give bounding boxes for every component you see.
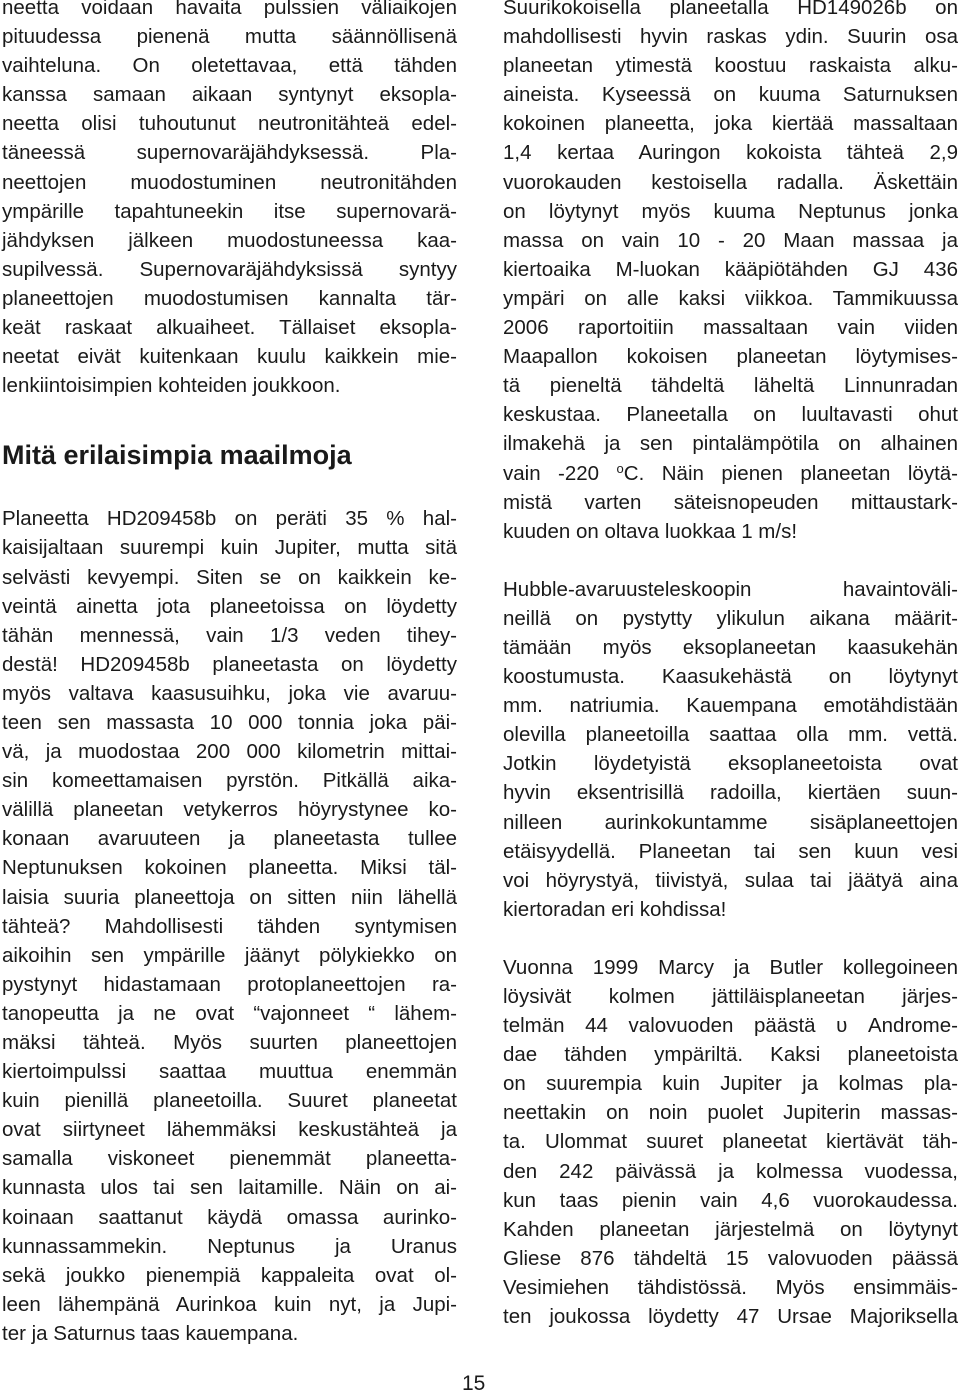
text-line: kaisijaltaan suurempi kuin Jupiter, mutta sitä [2, 536, 457, 560]
text-line: tähän mennessä, vain 1/3 veden tihey- [2, 623, 457, 647]
text-line: samalla viskoneet pienemmät planeetta- [2, 1147, 457, 1171]
paragraph [2, 504, 457, 1348]
text-line: massa on vain 10 - 20 Maan massaa ja [503, 228, 958, 252]
text-line: 2006 raportoitiin massaltaan vain viiden [503, 316, 958, 340]
text-line: Planeetta HD209458b on peräti 35 % hal- [2, 507, 457, 531]
text-line: myös valtava kaasusuihku, joka vie avaruu- [2, 681, 457, 705]
text-line: tanopeutta ja ne ovat “vajonneet “ lähem- [2, 1001, 457, 1025]
text-line: veintä ainetta jota planeetoissa on löydetty [2, 594, 457, 618]
text-line: löysivät kolmen jättiläisplaneetan järjes- [503, 985, 958, 1008]
text-line: kuin pienillä planeetoilla. Suuret planeetat [2, 1089, 457, 1113]
text-line: kiertoimpulssi saattaa muuttua enemmän [2, 1060, 457, 1084]
text-line: on suurempia kuin Jupiter ja kolmas pla- [503, 1072, 958, 1096]
text-line: Suurikokoisella planeetalla HD149026b on [503, 0, 958, 19]
left-column [2, 0, 457, 1348]
text-line: dae tähden ympäriltä. Kaksi planeetoista [503, 1043, 958, 1067]
text-line: neetta voidaan havaita pulssien väliaikojen [2, 0, 457, 19]
text-line: kiertoaika M-luokan kääpiötähden GJ 436 [503, 257, 958, 281]
section-heading: Mitä erilaisimpia maailmoja [2, 440, 352, 471]
text-line: Neptunuksen kokoinen planeetta. Miksi täl- [2, 856, 457, 880]
text-line: etäisyydellä. Planeetan tai sen kuun vesi [503, 839, 958, 863]
text-line: pystynyt hidastamaan protoplaneettojen ra- [2, 972, 457, 996]
text-line: on löytynyt myös kuuma Neptunus jonka [503, 199, 958, 223]
text-line: supilvessä. Supernovaräjähdyksissä syntyy [2, 257, 457, 281]
text-line: kun taas pienin vain 4,6 vuorokaudessa. [503, 1188, 958, 1212]
text-line: ter ja Saturnus taas kauempana. [2, 1321, 299, 1345]
text-line: neetta olisi tuhoutunut neutronitähteä edel- [2, 112, 457, 136]
text-line: Gliese 876 tähdeltä 15 valovuoden päässä [503, 1246, 958, 1270]
text-line: planeetan ytimestä koostuu raskaista alku- [503, 54, 958, 78]
text-line: Kahden planeetan järjestelmä on löytynyt [503, 1217, 958, 1241]
text-line: ympäri on alle kaksi viikkoa. Tammikuussa [503, 286, 958, 310]
text-line: olevilla planeetoilla saattaa olla mm. vettä. [503, 723, 958, 747]
text-line: vaihteluna. On oletettavaa, että tähden [2, 54, 457, 78]
text-line: konaan avaruuteen ja planeetasta tullee [2, 827, 457, 851]
text-line: mahdollisesti hyvin raskas ydin. Suurin osa [503, 25, 958, 49]
text-line: kiertoradan eri kohdissa! [503, 897, 727, 921]
text-line: vain -220 $^o$C. Näin pienen planeetan löytä- [503, 460, 958, 485]
text-line: kuuden on oltava luokkaa 1 m/s! [503, 519, 798, 543]
text-line: keät raskaat alkuaiheet. Tällaiset eksopla- [2, 316, 457, 340]
text-line: teen sen massasta 10 000 tonnia joka päi- [2, 710, 457, 734]
text-line: den 242 päivässä ja kolmessa vuodessa, [503, 1159, 958, 1183]
right-column [503, 0, 958, 1331]
paragraph [503, 953, 958, 1331]
page-number: 15 [462, 1372, 486, 1395]
text-line: aikoihin sen ympärille jäänyt pölykiekko on [2, 943, 457, 967]
paragraph-gap [503, 546, 958, 575]
text-line: kokoinen planeetta, joka kiertää massaltaan [503, 112, 958, 136]
text-line: Vesimiehen tähdistössä. Myös ensimmäis- [503, 1275, 958, 1299]
text-line: planeettojen muodostumisen kannalta tär- [2, 286, 457, 310]
text-line: vä, ja muodostaa 200 000 kilometrin mittai- [2, 740, 457, 764]
text-line: tähteä? Mahdollisesti tähden syntymisen [2, 914, 457, 938]
text-line: kunnasta ulos tai sen laitamille. Näin on ai- [2, 1176, 457, 1200]
text-line: ta. Ulommat suuret planeetat kiertävät täh- [503, 1130, 958, 1154]
text-line: sekä joukko pienempiä kappaleita ovat ol- [2, 1263, 457, 1287]
text-line: neettojen muodostuminen neutronitähden [2, 170, 457, 194]
text-line: lenkiintoisimpien kohteiden joukkoon. [2, 374, 341, 398]
text-line: neettakin on noin puolet Jupiterin massas- [503, 1101, 958, 1125]
paragraph [2, 0, 457, 400]
text-line: mm. natriumia. Kauempana emotähdistään [503, 694, 958, 718]
paragraph [503, 575, 958, 924]
text-line: täneessä supernovaräjähdyksessä. Pla- [2, 141, 457, 165]
text-line: 1,4 kertaa Auringon kokoista tähteä 2,9 [503, 141, 958, 165]
text-line: hyvin eksentrisillä radoilla, kiertäen suun- [503, 781, 958, 805]
text-line: kunnassammekin. Neptunus ja Uranus [2, 1234, 457, 1258]
text-line: telmän 44 valovuoden päästä υ Androme- [503, 1014, 958, 1038]
text-line: pituudessa pienenä mutta säännöllisenä [2, 25, 457, 49]
text-line: keskustaa. Planeetalla on luultavasti ohut [503, 403, 958, 427]
text-line: aineista. Kyseessä on kuuma Saturnuksen [503, 83, 958, 107]
degree-superscript: o [616, 460, 624, 476]
text-line: ilmakehä ja sen pintalämpötila on alhainen [503, 432, 958, 456]
text-line: jähdyksen jälkeen muodostuneessa kaa- [2, 228, 457, 252]
text-line: tä pieneltä tähdeltä läheltä Linnunradan [503, 374, 958, 398]
text-line: laisia suuria planeettoja on sitten niin lähellä [2, 885, 457, 909]
text-line: Hubble-avaruusteleskoopin havaintoväli- [503, 577, 958, 601]
text-line: Vuonna 1999 Marcy ja Butler kollegoineen [503, 955, 958, 979]
paragraph [503, 0, 958, 546]
text-line: mistä varten säteisnopeuden mittaustark- [503, 490, 958, 514]
text-line: Maapallon kokoisen planeetan löytymises- [503, 345, 958, 369]
text-line: ovat siirtyneet lähemmäksi keskustähteä ja [2, 1118, 457, 1142]
text-line: koinaan saattanut käydä omassa aurinko- [2, 1205, 457, 1229]
text-line: neillä on pystytty ylikulun aikana määrit- [503, 606, 958, 630]
text-line: leen lähempänä Aurinkoa kuin nyt, ja Jupi- [2, 1292, 457, 1316]
text-line: kanssa samaan aikaan syntynyt eksopla- [2, 83, 457, 107]
text-line: sin komeettamaisen pyrstön. Pitkällä aika- [2, 769, 457, 793]
text-line: tämään myös eksoplaneetan kaasukehän [503, 635, 958, 659]
text-line: selvästi kevyempi. Siten se on kaikkein ke- [2, 565, 457, 589]
text-line: mäksi tähteä. Myös suurten planeettojen [2, 1031, 457, 1054]
text-line: destä! HD209458b planeetasta on löydetty [2, 652, 457, 676]
text-line: ympärille tapahtuneekin itse supernovarä- [2, 199, 457, 223]
text-line: Jotkin löydetyistä eksoplaneetoista ovat [503, 752, 958, 776]
text-line: vuorokauden kestoisella radalla. Äskettäin [503, 170, 958, 194]
text-line: ten joukossa löydetty 47 Ursae Majoriksella [503, 1305, 958, 1329]
text-line: nilleen aurinkokuntamme sisäplaneettojen [503, 810, 958, 834]
text-line: voi höyrystyä, tiivistyä, sulaa tai jäätyä aina [503, 868, 958, 892]
text-line: välillä planeetan vetykerros höyrystynee ko- [2, 798, 457, 822]
paragraph-gap [503, 924, 958, 953]
text-line: neetat eivät kuitenkaan kuulu kaikkein mie- [2, 345, 457, 369]
text-line: koostumusta. Kaasukehästä on löytynyt [503, 665, 958, 689]
